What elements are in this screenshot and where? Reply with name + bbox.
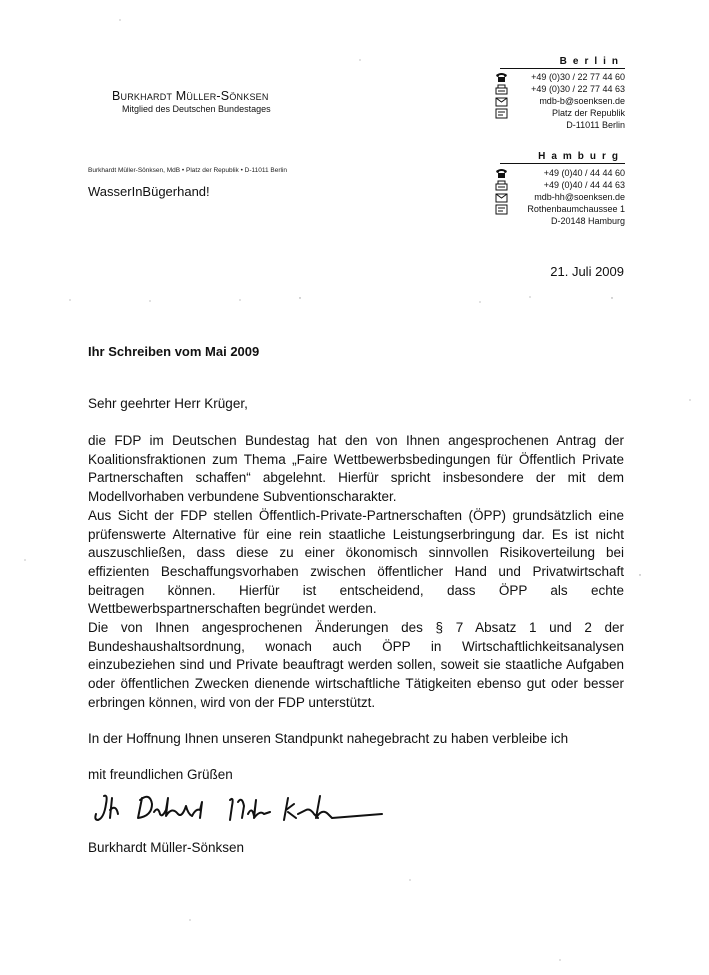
fax-icon — [495, 84, 508, 95]
hamburg-street: Rothenbaumchaussee 1 — [527, 204, 625, 214]
berlin-fax: +49 (0)30 / 22 77 44 63 — [531, 84, 625, 94]
berlin-rule — [500, 68, 625, 69]
hamburg-rule — [500, 163, 625, 164]
phone-icon — [495, 72, 508, 83]
email-icon — [495, 96, 508, 107]
sender-name: Burkhardt Müller-Sönksen — [112, 89, 269, 103]
body-paragraph: Die von Ihnen angesprochenen Änderungen des § 7 Absatz 1 und 2 der Bundeshaushaltsordnung, wonach auch ÖPP in Wirtschaftlichkeitsanalysen einzubeziehen sind und Private beauftragt werden sollen, soweit sie staatliche Aufgaben oder öffentlichen Zwecken dienende wirtschaftliche Tätigkeiten ebenso gut oder besser erbringen können, wird von der FDP unterstützt. — [88, 620, 624, 710]
letter-body — [88, 432, 624, 713]
greeting: mit freundlichen Grüßen — [88, 767, 233, 782]
hamburg-fax: +49 (0)40 / 44 44 63 — [543, 180, 625, 190]
hamburg-phone: +49 (0)40 / 44 44 60 — [543, 168, 625, 178]
hamburg-contact-block — [495, 168, 625, 228]
hamburg-city-heading: Hamburg — [538, 151, 624, 162]
signer-name: Burkhardt Müller-Sönksen — [88, 840, 245, 855]
berlin-contact-block — [495, 72, 625, 132]
berlin-city-heading: Berlin — [559, 56, 624, 67]
recipient: WasserInBügerhand! — [88, 184, 210, 199]
letter-date: 21. Juli 2009 — [550, 264, 624, 279]
closing-sentence: In der Hoffnung Ihnen unseren Standpunkt nahegebracht zu haben verbleibe ich — [88, 731, 569, 746]
address-icon — [495, 108, 508, 119]
letter-subject: Ihr Schreiben vom Mai 2009 — [88, 344, 260, 359]
berlin-street: Platz der Republik — [551, 108, 625, 118]
phone-icon — [495, 168, 508, 179]
salutation: Sehr geehrter Herr Krüger, — [88, 396, 248, 411]
body-paragraph: die FDP im Deutschen Bundestag hat den von Ihnen angesprochenen Antrag der Koalitionsfraktionen zum Thema „Faire Wettbewerbsbedingungen für Öffentlich Private Partnerschaften schaffen“ abgelehnt. Hierfür spricht insbesondere der mit dem Modellvorhaben verbundene Subventionscharakter. — [88, 433, 624, 505]
berlin-email: mdb-b@soenksen.de — [539, 96, 625, 106]
sender-subtitle: Mitglied des Deutschen Bundestages — [122, 104, 271, 114]
address-icon — [495, 204, 508, 215]
berlin-phone: +49 (0)30 / 22 77 44 60 — [531, 72, 625, 82]
berlin-zip-city: D-11011 Berlin — [566, 120, 625, 130]
fax-icon — [495, 180, 508, 191]
hamburg-email: mdb-hh@soenksen.de — [534, 192, 625, 202]
email-icon — [495, 192, 508, 203]
body-paragraph: Aus Sicht der FDP stellen Öffentlich-Private-Partnerschaften (ÖPP) grundsätzlich eine prüfenswerte Alternative für eine rein staatliche Leistungserbringung dar. Es ist nicht auszuschließen, dass diese zu einer ökonomisch sinnvollen Risikoverteilung bei effizienten Beschaffungsvorhaben zwischen öffentlicher Hand und Privatwirtschaft beitragen können. Hierfür ist entscheidend, dass ÖPP als echte Wettbewerbspartnerschaften begründet werden. — [88, 507, 624, 617]
return-address-line: Burkhardt Müller-Sönksen, MdB • Platz der Republik • D-11011 Berlin — [88, 167, 288, 174]
hamburg-zip-city: D-20148 Hamburg — [550, 216, 625, 226]
handwritten-signature — [92, 784, 392, 834]
